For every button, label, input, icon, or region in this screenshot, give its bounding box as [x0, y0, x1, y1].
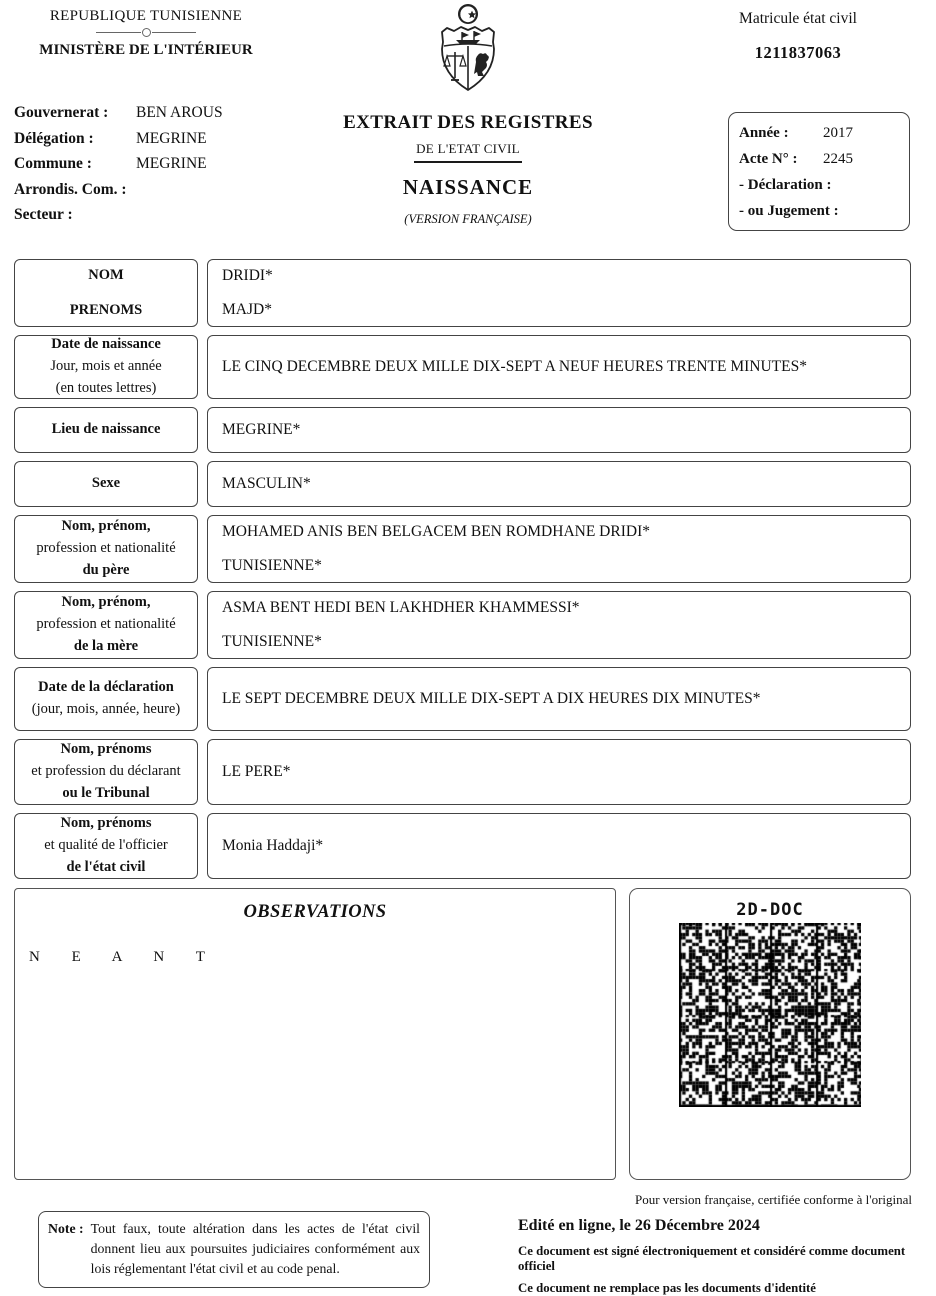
republic-name: REPUBLIQUE TUNISIENNE [49, 8, 243, 24]
row-value-line: LE CINQ DECEMBRE DEUX MILLE DIX-SEPT A NEUF HEURES TRENTE MINUTES* [222, 358, 807, 375]
barcode-label: 2D-DOC [736, 900, 804, 920]
jugement-line [739, 198, 899, 224]
row-label-date-declaration [14, 667, 198, 731]
table-row [14, 591, 911, 659]
location-block [14, 104, 319, 232]
datamatrix-barcode-icon [630, 923, 910, 1112]
signed-line: Ce document est signé électroniquement et considéré comme document officiel [518, 1244, 906, 1273]
replace-line: Ce document ne remplace pas les documents d'identité [518, 1281, 816, 1295]
row-label-line: Nom, prénoms [60, 741, 152, 758]
title-extrait: EXTRAIT DES REGISTRES [343, 112, 593, 133]
commune-label: Commune : [14, 155, 92, 172]
row-value-date-declaration [207, 667, 911, 731]
row-value-line: MAJD* [222, 301, 272, 318]
row-label-line: ou le Tribunal [62, 784, 150, 801]
records-table [14, 259, 911, 887]
row-value-line: TUNISIENNE* [222, 557, 322, 574]
row-value-line: DRIDI* [222, 267, 273, 284]
declaration-label: - Déclaration : [739, 177, 832, 193]
row-label-pere [14, 515, 198, 583]
row-label-line: Lieu de naissance [51, 421, 161, 438]
tunisia-coat-of-arms-icon [420, 2, 516, 94]
row-label-line: Jour, mois et année [50, 358, 162, 375]
annee-label: Année : [739, 125, 789, 141]
table-row [14, 813, 911, 879]
title-underline [414, 161, 522, 163]
row-label-line: et profession du déclarant [31, 763, 181, 780]
matricule-label: Matricule état civil [739, 10, 857, 27]
row-label-declarant [14, 739, 198, 805]
row-label-officier [14, 813, 198, 879]
row-label-line: profession et nationalité [36, 540, 176, 557]
barcode-box [629, 888, 911, 1180]
ministry-name: MINISTÈRE DE L'INTÉRIEUR [39, 42, 253, 58]
divider-dot-icon [142, 28, 151, 37]
matricule-block [688, 10, 908, 63]
title-etat-civil: DE L'ETAT CIVIL [416, 141, 520, 156]
row-value-line: ASMA BENT HEDI BEN LAKHDHER KHAMMESSI* [222, 599, 580, 616]
row-label-line: (jour, mois, année, heure) [31, 701, 181, 717]
legal-note-box [38, 1211, 430, 1288]
row-label-line: Nom, prénom, [61, 518, 151, 535]
table-row [14, 667, 911, 731]
row-value-pere [207, 515, 911, 583]
row-label-line: Sexe [91, 475, 121, 492]
row-value-line: MEGRINE* [222, 421, 301, 438]
location-row-commune [14, 155, 319, 173]
table-row [14, 407, 911, 453]
title-version: (VERSION FRANÇAISE) [404, 212, 532, 226]
arrondissement-value [136, 181, 319, 199]
observations-box [14, 888, 616, 1180]
location-row-gouvernerat [14, 104, 319, 122]
row-label-line: Nom, prénom, [61, 594, 151, 611]
secteur-value [136, 206, 319, 224]
row-value-line: MOHAMED ANIS BEN BELGACEM BEN ROMDHANE DRIDI* [222, 523, 650, 540]
footer-certification-block [508, 1192, 912, 1296]
row-value-sexe [207, 461, 911, 507]
table-row [14, 259, 911, 327]
location-row-arrondissement [14, 181, 319, 199]
observations-section [14, 888, 911, 1180]
row-label-line: NOM [88, 266, 124, 283]
row-value-officier [207, 813, 911, 879]
table-row [14, 739, 911, 805]
row-label-line: de l'état civil [66, 858, 146, 875]
row-label-lieu-naissance [14, 407, 198, 453]
row-label-line: PRENOMS [69, 301, 143, 318]
row-label-line: (en toutes lettres) [55, 379, 157, 396]
note-text: Tout faux, toute altération dans les actes de l'état civil donnent lieu aux poursuites judiciaires conformément aux lois réglementant l'état civil et au code penal. [90, 1221, 420, 1276]
row-label-line: Date de la déclaration [38, 679, 174, 696]
arrondissement-label: Arrondis. Com. : [14, 180, 127, 198]
row-value-declarant [207, 739, 911, 805]
row-value-mere [207, 591, 911, 659]
document-title-block [320, 112, 616, 227]
row-value-line: Monia Haddaji* [222, 837, 324, 854]
observations-title: OBSERVATIONS [243, 902, 387, 922]
row-label-line: Date de naissance [51, 336, 161, 353]
row-label-sexe [14, 461, 198, 507]
row-label-date-naissance [14, 335, 198, 399]
row-label-mere [14, 591, 198, 659]
observations-content: N E A N T [29, 949, 219, 965]
gouvernerat-value: BEN AROUS [136, 104, 223, 121]
location-row-delegation [14, 130, 319, 148]
jugement-label: - ou Jugement : [739, 203, 839, 219]
matricule-value: 1211837063 [754, 43, 842, 62]
edited-line: Edité en ligne, le 26 Décembre 2024 [518, 1217, 760, 1234]
header-divider [96, 28, 196, 37]
row-value-lieu-naissance [207, 407, 911, 453]
table-row [14, 335, 911, 399]
row-value-line: LE SEPT DECEMBRE DEUX MILLE DIX-SEPT A DIX HEURES DIX MINUTES* [222, 690, 761, 707]
acte-label: Acte N° : [739, 151, 798, 167]
row-label-line: profession et nationalité [36, 616, 176, 633]
table-row [14, 515, 911, 583]
row-label-line: et qualité de l'officier [44, 837, 168, 854]
location-row-secteur [14, 206, 319, 224]
row-value-nom-prenoms [207, 259, 911, 327]
table-row [14, 461, 911, 507]
issuing-authority-header [28, 8, 264, 59]
annee-value: 2017 [823, 125, 853, 141]
secteur-label: Secteur : [14, 206, 73, 223]
acte-line [739, 146, 899, 172]
certified-line: Pour version française, certifiée conforme à l'original [634, 1192, 912, 1207]
row-value-line: MASCULIN* [222, 475, 311, 492]
title-naissance: NAISSANCE [402, 175, 534, 199]
acte-value: 2245 [823, 151, 853, 167]
row-label-line: du père [82, 561, 130, 578]
declaration-line [739, 172, 899, 198]
row-label-nom-prenoms [14, 259, 198, 327]
note-label: Note : [48, 1221, 84, 1236]
row-value-line: LE PERE* [222, 763, 291, 780]
gouvernerat-label: Gouvernerat : [14, 104, 109, 121]
row-value-date-naissance [207, 335, 911, 399]
commune-value: MEGRINE [136, 155, 207, 172]
act-reference-box [728, 112, 910, 231]
row-label-line: Nom, prénoms [60, 815, 152, 832]
row-value-line: TUNISIENNE* [222, 633, 322, 650]
annee-line [739, 120, 899, 146]
row-label-line: de la mère [73, 637, 139, 654]
delegation-value: MEGRINE [136, 129, 207, 147]
delegation-label: Délégation : [14, 129, 94, 147]
